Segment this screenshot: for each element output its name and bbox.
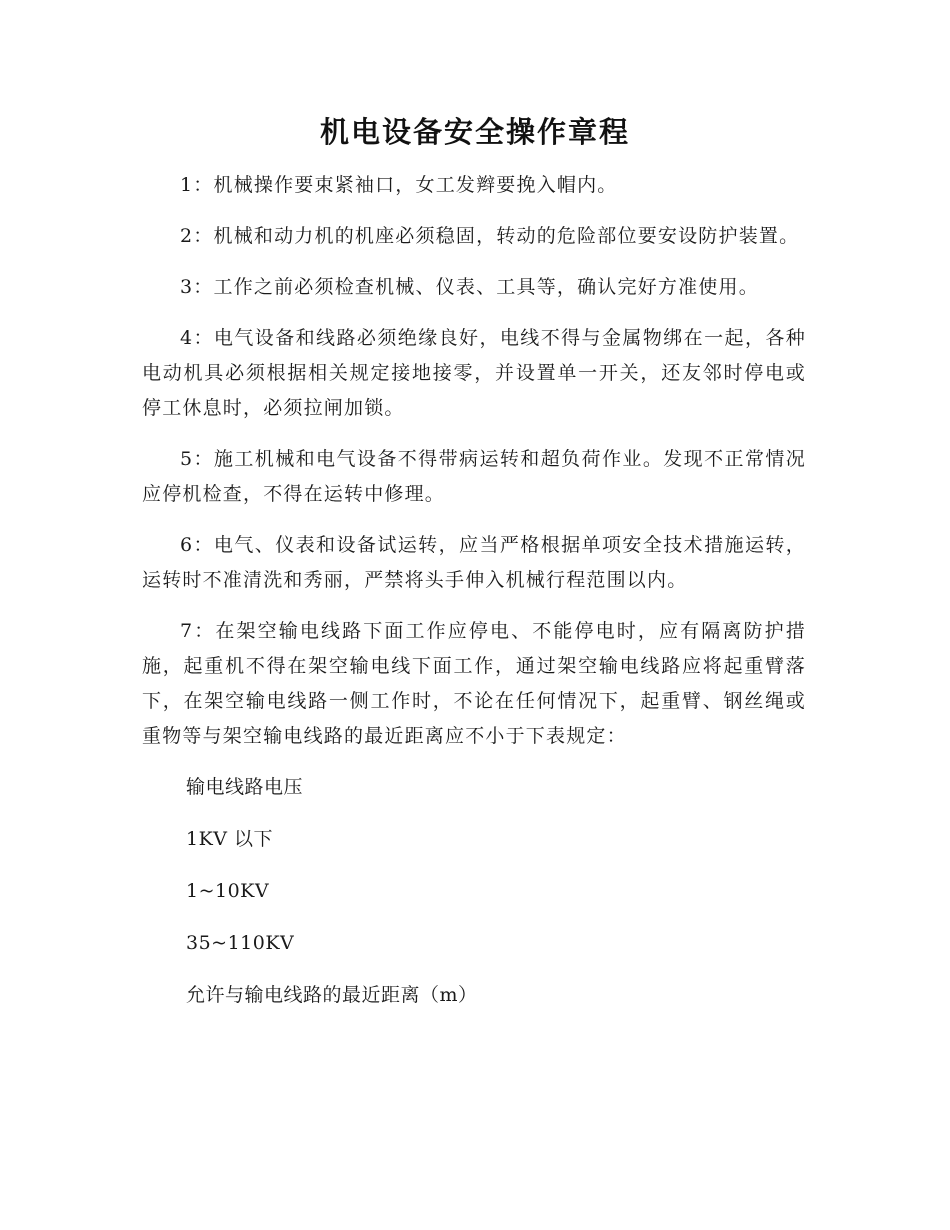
- paragraph-1: 1：机械操作要束紧袖口，女工发辫要挽入帽内。: [180, 174, 618, 196]
- paragraph-7: 7：在架空输电线路下面工作应停电、不能停电时，应有隔离防护措施，起重机不得在架空输电线下面工作，通过架空输电线路应将起重臂落下，在架空输电线路一侧工作时，不论在任何情况下，起重臂、钢丝绳或重物等与架空输电线路的最近距离应不小于下表规定：: [142, 620, 806, 747]
- paragraph-6: 6：电气、仪表和设备试运转，应当严格根据单项安全技术措施运转，运转时不准清洗和秀丽，严禁将头手伸入机械行程范围以内。: [142, 534, 806, 591]
- table-header-min-distance: 允许与输电线路的最近距离（m）: [186, 984, 478, 1006]
- paragraph-2: 2：机械和动力机的机座必须稳固，转动的危险部位要安设防护装置。: [180, 225, 800, 247]
- paragraph-4: 4：电气设备和线路必须绝缘良好，电线不得与金属物绑在一起，各种电动机具必须根据相关规定接地接零，并设置单一开关，还友邻时停电或停工休息时，必须拉闸加锁。: [142, 327, 806, 419]
- document-body: [142, 168, 806, 1030]
- table-header-voltage: 输电线路电压: [186, 776, 304, 798]
- table-item-35-110kv: 35~110KV: [186, 932, 295, 954]
- table-item-1-10kv: 1~10KV: [186, 880, 270, 902]
- table-item-below-1kv: 1KV 以下: [186, 828, 274, 850]
- paragraph-3: 3：工作之前必须检查机械、仪表、工具等，确认完好方准使用。: [180, 276, 759, 298]
- paragraph-5: 5：施工机械和电气设备不得带病运转和超负荷作业。发现不正常情况应停机检查，不得在运转中修理。: [142, 448, 806, 505]
- document-title: 机电设备安全操作章程: [319, 115, 630, 149]
